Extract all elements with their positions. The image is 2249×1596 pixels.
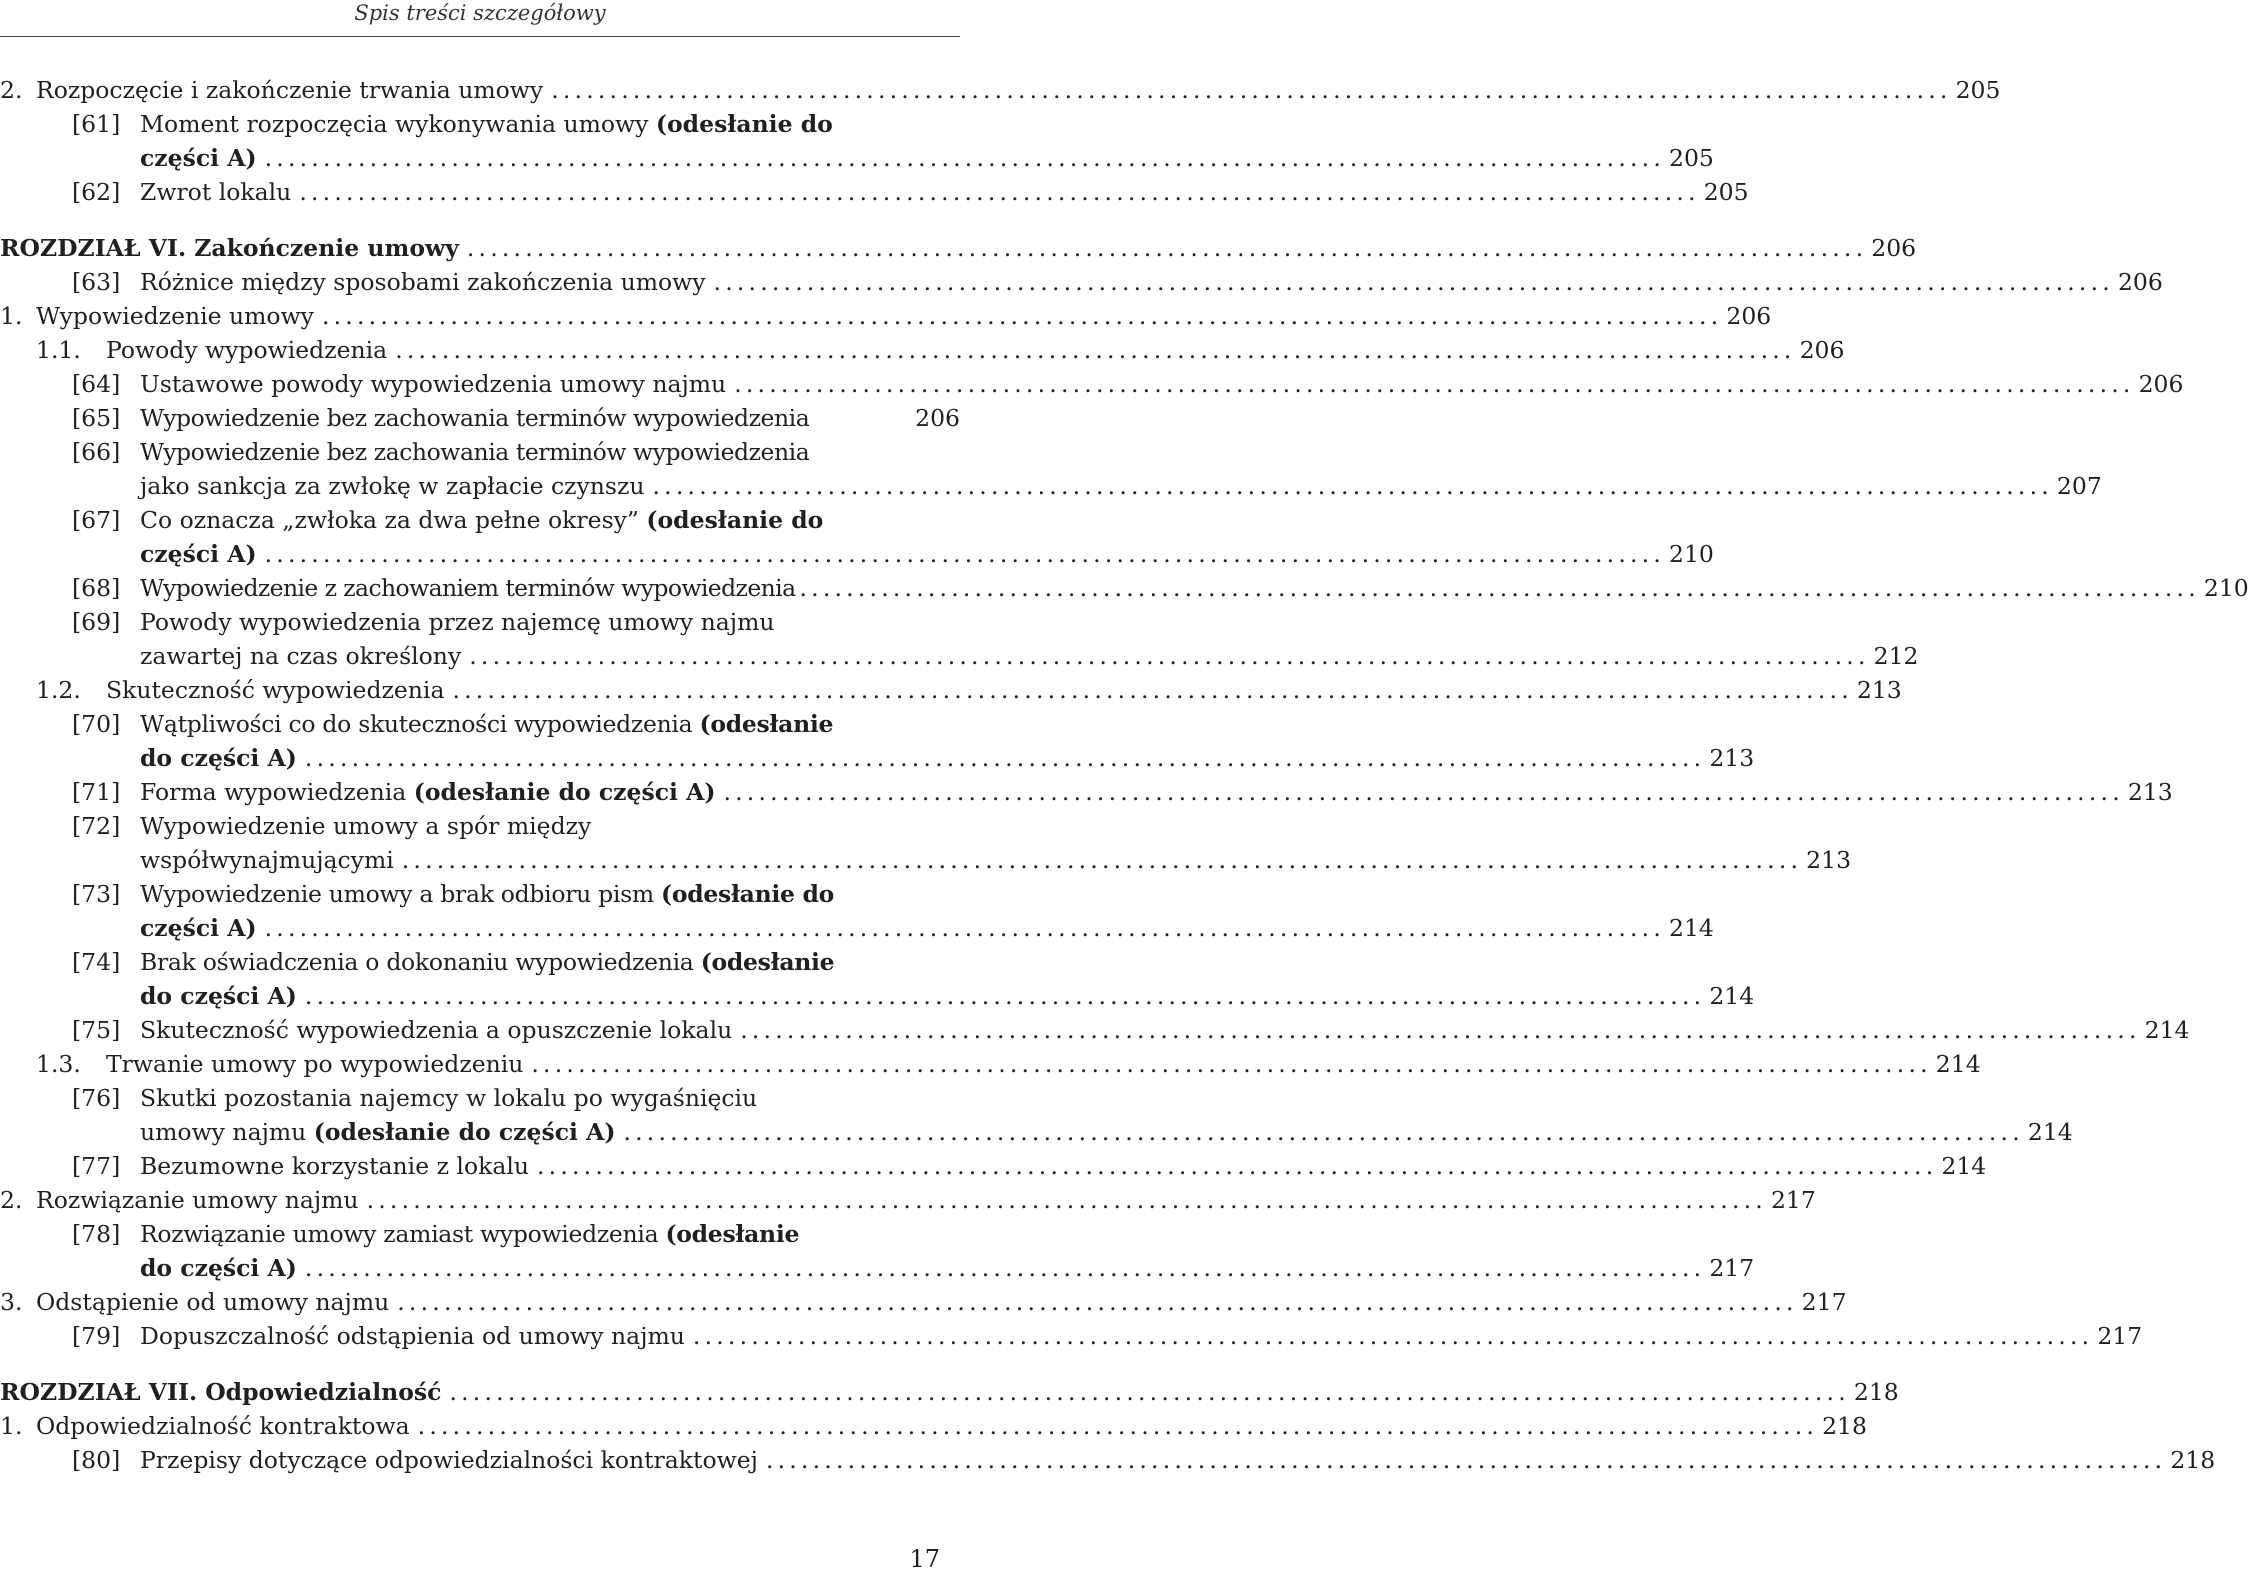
running-head: Spis treści szczegółowy	[354, 1, 606, 25]
chapter-number: ROZDZIAŁ VI.	[0, 234, 187, 262]
dot-leader: ........................................................................................................................	[531, 1050, 1932, 1078]
toc-entry-paragraph[interactable]	[0, 605, 1919, 673]
dot-leader: ........................................................................................................................	[299, 178, 1700, 206]
entry-title: Odstąpienie od umowy najmu	[36, 1288, 390, 1316]
entry-crossref: części A)	[140, 540, 257, 568]
dot-leader: ........................................................................................................................	[264, 914, 1666, 942]
entry-page: 206	[2138, 370, 2184, 398]
toc-entry-paragraph[interactable]	[0, 175, 1749, 209]
dot-leader: ........................................................................................................................	[799, 574, 2200, 602]
dot-leader: ........................................................................................................................	[740, 1016, 2141, 1044]
entry-title: Rozwiązanie umowy najmu	[36, 1186, 359, 1214]
dot-leader: ........................................................................................................................	[713, 268, 2114, 296]
entry-number: 1.	[0, 1412, 23, 1440]
dot-leader: ........................................................................................................................	[304, 1254, 1706, 1282]
entry-page: 206	[2117, 268, 2163, 296]
table-of-contents	[0, 73, 2249, 1477]
entry-title: Zwrot lokalu	[140, 178, 292, 206]
entry-title-continued: współwynajmującymi	[140, 846, 394, 874]
entry-number: 2.	[0, 76, 23, 104]
dot-leader: ........................................................................................................................	[452, 676, 1853, 704]
chapter-title: Zakończenie umowy	[194, 234, 459, 262]
entry-page: 218	[1853, 1378, 1899, 1406]
dot-leader: ........................................................................................................................	[397, 1288, 1798, 1316]
dot-leader: ........................................................................................................................	[401, 846, 1803, 874]
entry-title: Powody wypowiedzenia przez najemcę umowy najmu	[140, 608, 775, 636]
entry-page: 213	[2127, 778, 2173, 806]
entry-number: 1.2.	[36, 676, 81, 704]
entry-title: Ustawowe powody wypowiedzenia umowy najmu	[140, 370, 727, 398]
entry-title: Rozpoczęcie i zakończenie trwania umowy	[36, 76, 544, 104]
entry-title: Wypowiedzenie z zachowaniem terminów wypowiedzenia	[140, 574, 796, 602]
entry-title: Przepisy dotyczące odpowiedzialności kontraktowej	[140, 1446, 758, 1474]
entry-page: 214	[1935, 1050, 1981, 1078]
entry-title: Różnice między sposobami zakończenia umowy	[140, 268, 706, 296]
entry-page: 212	[1873, 642, 1919, 670]
entry-page: 218	[2170, 1446, 2216, 1474]
dot-leader: ........................................................................................................................	[537, 1152, 1938, 1180]
chapter-title: Odpowiedzialność	[205, 1378, 442, 1406]
entry-page: 217	[1770, 1186, 1816, 1214]
entry-crossref: do części A)	[140, 1254, 297, 1282]
dot-leader: ........................................................................................................................	[623, 1118, 2024, 1146]
entry-page: 210	[2203, 574, 2249, 602]
entry-crossref: (odesłanie do	[646, 506, 824, 534]
entry-number: [69]	[72, 608, 121, 636]
entry-crossref: (odesłanie do	[655, 110, 833, 138]
entry-title: Wypowiedzenie bez zachowania terminów wypowiedzenia	[140, 404, 810, 432]
toc-entry-paragraph[interactable]	[0, 1149, 1987, 1183]
entry-crossref: (odesłanie do	[661, 880, 835, 908]
toc-entry-paragraph[interactable]	[0, 401, 960, 435]
toc-entry-subsection[interactable]	[0, 673, 1902, 707]
dot-leader: ........................................................................................................................	[304, 982, 1706, 1010]
entry-crossref: (odesłanie	[665, 1220, 800, 1248]
header-rule	[0, 36, 960, 37]
dot-leader: ........................................................................................................................	[765, 1446, 2167, 1474]
entry-number: [71]	[72, 778, 121, 806]
entry-title: Skuteczność wypowiedzenia	[106, 676, 445, 704]
entry-number: 1.1.	[36, 336, 81, 364]
dot-leader: ........................................................................................................................	[723, 778, 2124, 806]
entry-page: 206	[1726, 302, 1772, 330]
entry-crossref: do części A)	[140, 744, 297, 772]
entry-title: Co oznacza „zwłoka za dwa pełne okresy”	[140, 506, 647, 534]
entry-title: Wypowiedzenie bez zachowania terminów wypowiedzenia	[140, 438, 810, 466]
toc-entry-paragraph[interactable]	[0, 1081, 2073, 1149]
toc-entry-paragraph[interactable]	[0, 707, 1755, 775]
entry-number: [73]	[72, 880, 121, 908]
entry-title: Wypowiedzenie umowy a brak odbioru pism	[140, 880, 662, 908]
entry-title: Bezumowne korzystanie z lokalu	[140, 1152, 529, 1180]
toc-entry-paragraph[interactable]	[0, 877, 1714, 945]
toc-entry-section[interactable]	[0, 1409, 1867, 1443]
entry-page: 205	[1955, 76, 2001, 104]
entry-page: 207	[2056, 472, 2102, 500]
entry-title: Moment rozpoczęcia wykonywania umowy	[140, 110, 656, 138]
entry-title: Wypowiedzenie umowy a spór między	[140, 812, 592, 840]
toc-entry-section[interactable]	[0, 1183, 1816, 1217]
entry-number: [75]	[72, 1016, 121, 1044]
entry-page: 217	[2097, 1322, 2143, 1350]
dot-leader: ........................................................................................................................	[469, 642, 1870, 670]
toc-entry-paragraph[interactable]	[0, 265, 2163, 299]
entry-title: Skutki pozostania najemcy w lokalu po wygaśnięciu	[140, 1084, 758, 1112]
toc-entry-chapter[interactable]	[0, 231, 1917, 265]
dot-leader: ........................................................................................................................	[264, 540, 1666, 568]
dot-leader: ........................................................................................................................	[692, 1322, 2094, 1350]
entry-page: 213	[1806, 846, 1852, 874]
entry-page: 214	[2027, 1118, 2073, 1146]
entry-title-continued: jako sankcja za zwłokę w zapłacie czynszu	[140, 472, 645, 500]
entry-number: [63]	[72, 268, 121, 296]
toc-entry-paragraph[interactable]	[0, 435, 2102, 503]
toc-entry-paragraph[interactable]	[0, 945, 1755, 1013]
entry-page: 206	[915, 404, 960, 432]
entry-title: Dopuszczalność odstąpienia od umowy najmu	[140, 1322, 685, 1350]
dot-leader: ........................................................................................................................	[417, 1412, 1819, 1440]
entry-number: 2.	[0, 1186, 23, 1214]
toc-entry-paragraph[interactable]	[0, 571, 2249, 605]
dot-leader: ........................................................................................................................	[395, 336, 1796, 364]
dot-leader: ........................................................................................................................	[321, 302, 1723, 330]
dot-leader: ........................................................................................................................	[366, 1186, 1767, 1214]
toc-entry-chapter[interactable]	[0, 1375, 1899, 1409]
entry-number: [72]	[72, 812, 121, 840]
entry-page: 205	[1703, 178, 1749, 206]
entry-page: 213	[1709, 744, 1755, 772]
entry-crossref: do części A)	[140, 982, 297, 1010]
entry-number: 3.	[0, 1288, 23, 1316]
chapter-number: ROZDZIAŁ VII.	[0, 1378, 198, 1406]
toc-entry-section[interactable]	[0, 299, 1772, 333]
entry-page: 214	[1709, 982, 1755, 1010]
entry-page: 217	[1801, 1288, 1847, 1316]
entry-number: [77]	[72, 1152, 121, 1180]
entry-number: [79]	[72, 1322, 121, 1350]
entry-number: [64]	[72, 370, 121, 398]
toc-entry-paragraph[interactable]	[0, 1217, 1755, 1285]
entry-number: [68]	[72, 574, 121, 602]
dot-leader: ........................................................................................................................	[466, 234, 1868, 262]
entry-number: 1.3.	[36, 1050, 81, 1078]
toc-entry-section[interactable]	[0, 73, 2001, 107]
entry-number: [65]	[72, 404, 121, 432]
toc-entry-paragraph[interactable]	[0, 775, 2173, 809]
entry-page: 214	[1669, 914, 1714, 942]
toc-entry-paragraph[interactable]	[0, 107, 1714, 175]
entry-number: [80]	[72, 1446, 121, 1474]
entry-number: [66]	[72, 438, 121, 466]
entry-crossref: (odesłanie do części A)	[313, 1118, 616, 1146]
dot-leader: ........................................................................................................................	[652, 472, 2053, 500]
entry-crossref: (odesłanie	[700, 948, 835, 976]
entry-number: [78]	[72, 1220, 121, 1248]
entry-page: 217	[1709, 1254, 1755, 1282]
entry-number: [62]	[72, 178, 121, 206]
toc-entry-paragraph[interactable]	[0, 809, 1852, 877]
entry-number: [74]	[72, 948, 121, 976]
entry-title: Wypowiedzenie umowy	[36, 302, 314, 330]
entry-page: 205	[1669, 144, 1714, 172]
toc-entry-section[interactable]	[0, 1285, 1847, 1319]
entry-number: [61]	[72, 110, 121, 138]
entry-number: 1.	[0, 302, 23, 330]
entry-title: Forma wypowiedzenia	[140, 778, 414, 806]
toc-entry-paragraph[interactable]	[0, 503, 1714, 571]
entry-title: Powody wypowiedzenia	[106, 336, 388, 364]
dot-leader: ........................................................................................................................	[734, 370, 2135, 398]
entry-page: 210	[1669, 540, 1714, 568]
dot-leader: ........................................................................................................................	[264, 144, 1666, 172]
entry-crossref: części A)	[140, 144, 257, 172]
entry-crossref: części A)	[140, 914, 257, 942]
entry-page: 213	[1856, 676, 1902, 704]
entry-number: [70]	[72, 710, 121, 738]
dot-leader: ........................................................................................................................	[304, 744, 1706, 772]
entry-number: [76]	[72, 1084, 121, 1112]
toc-entry-paragraph[interactable]	[0, 1319, 2143, 1353]
entry-title-continued: zawartej na czas określony	[140, 642, 462, 670]
toc-entry-paragraph[interactable]	[0, 367, 2184, 401]
entry-page: 206	[1871, 234, 1917, 262]
entry-page: 214	[1941, 1152, 1987, 1180]
toc-entry-subsection[interactable]	[0, 333, 1845, 367]
entry-title: Brak oświadczenia o dokonaniu wypowiedzenia	[140, 948, 701, 976]
entry-title: Trwanie umowy po wypowiedzeniu	[106, 1050, 524, 1078]
entry-crossref: (odesłanie do części A)	[413, 778, 716, 806]
dot-leader: ........................................................................................................................	[551, 76, 1952, 104]
toc-entry-paragraph[interactable]	[0, 1443, 2216, 1477]
entry-title: Rozwiązanie umowy zamiast wypowiedzenia	[140, 1220, 666, 1248]
entry-number: [67]	[72, 506, 121, 534]
entry-page: 214	[2144, 1016, 2190, 1044]
entry-crossref: (odesłanie	[699, 710, 834, 738]
entry-title: Skuteczność wypowiedzenia a opuszczenie lokalu	[140, 1016, 733, 1044]
entry-title: Odpowiedzialność kontraktowa	[36, 1412, 410, 1440]
entry-page: 206	[1799, 336, 1845, 364]
page-number: 17	[909, 1545, 940, 1573]
dot-leader: ........................................................................................................................	[449, 1378, 1850, 1406]
entry-title-continued: umowy najmu	[140, 1118, 314, 1146]
entry-title: Wątpliwości co do skuteczności wypowiedzenia	[140, 710, 700, 738]
entry-page: 218	[1822, 1412, 1867, 1440]
toc-entry-paragraph[interactable]	[0, 1013, 2190, 1047]
toc-entry-subsection[interactable]	[0, 1047, 1981, 1081]
